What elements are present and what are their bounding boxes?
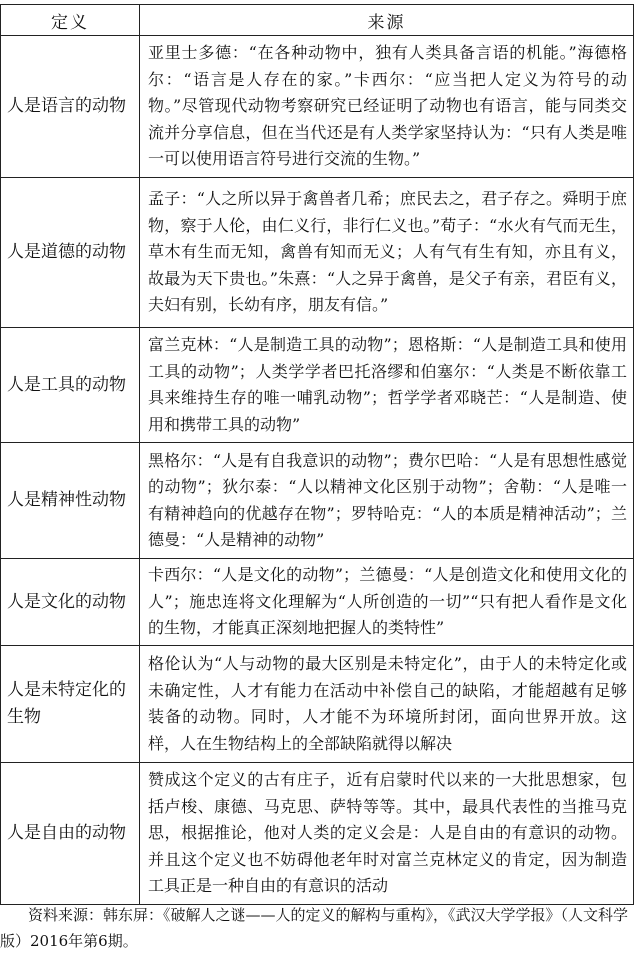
definitions-table: [0, 4, 634, 905]
definition-cell: 人是自由的动物: [1, 763, 140, 905]
definition-cell: 人是精神性动物: [1, 443, 140, 559]
source-cell: 格伦认为“人与动物的最大区别是未特定化”，由于人的未特定化或未确定性，人才有能力在活动中补偿自己的缺陷，才能超越有足够装备的动物。同时，人才能不为环境所封闭，面向世界开放。这样，人在生物结构上的全部缺陷就得以解决: [140, 646, 634, 763]
source-cell: 孟子：“人之所以异于禽兽者几希；庶民去之，君子存之。舜明于庶物，察于人伦，由仁义行，非行仁义也。”荀子：“水火有气而无生，草木有生而无知，禽兽有知而无义；人有气有生有知，亦且有义，故最为天下贵也。”朱熹：“人之异于禽兽，是父子有亲，君臣有义，夫妇有别，长幼有序，朋友有信。”: [140, 178, 634, 328]
table-row: [1, 646, 634, 763]
source-cell: 黑格尔：“人是有自我意识的动物”；费尔巴哈：“人是有思想性感觉的动物”；狄尔泰：“人以精神文化区别于动物”；舍勒：“人是唯一有精神趋向的优越存在物”；罗特哈克：“人的本质是精神活动”；兰德曼：“人是精神的动物”: [140, 443, 634, 559]
table-row: [1, 328, 634, 443]
table-header-row: [1, 5, 634, 36]
source-cell: 富兰克林：“人是制造工具的动物”；恩格斯：“人是制造工具和使用工具的动物”；人类学学者巴托洛缪和伯塞尔：“人类是不断依靠工具来维持生存的唯一哺乳动物”；哲学学者邓晓芒：“人是制造、使用和携带工具的动物”: [140, 328, 634, 443]
table-row: [1, 36, 634, 178]
table-row: [1, 443, 634, 559]
source-cell: 卡西尔：“人是文化的动物”；兰德曼：“人是创造文化和使用文化的人”；施忠连将文化理解为“人所创造的一切”“只有把人看作是文化的生物，才能真正深刻地把握人的类特性”: [140, 559, 634, 646]
definition-cell: 人是未特定化的生物: [1, 646, 140, 763]
source-cell: 亚里士多德：“在各种动物中，独有人类具备言语的机能。”海德格尔：“语言是人存在的家。”卡西尔：“应当把人定义为符号的动物。”尽管现代动物考察研究已经证明了动物也有语言，能与同类交流并分享信息，但在当代还是有人类学家坚持认为：“只有人类是唯一可以使用语言符号进行交流的生物。”: [140, 36, 634, 178]
definition-cell: 人是语言的动物: [1, 36, 140, 178]
definition-cell: 人是道德的动物: [1, 178, 140, 328]
table-row: [1, 559, 634, 646]
definition-cell: 人是文化的动物: [1, 559, 140, 646]
source-cell: 赞成这个定义的古有庄子，近有启蒙时代以来的一大批思想家，包括卢梭、康德、马克思、萨特等等。其中，最具代表性的当推马克思，根据推论，他对人类的定义会是：人是自由的有意识的动物。并且这个定义也不妨碍他老年时对富兰克林定义的肯定，因为制造工具正是一种自由的有意识的活动: [140, 763, 634, 905]
header-source: 来源: [140, 5, 634, 36]
definition-cell: 人是工具的动物: [1, 328, 140, 443]
source-footnote: 资料来源：韩东屏：《破解人之谜——人的定义的解构与重构》，《武汉大学学报》（人文科学版）2016年第6期。: [0, 906, 629, 950]
table-row: [1, 763, 634, 905]
table-row: [1, 178, 634, 328]
header-definition: 定义: [1, 5, 140, 36]
